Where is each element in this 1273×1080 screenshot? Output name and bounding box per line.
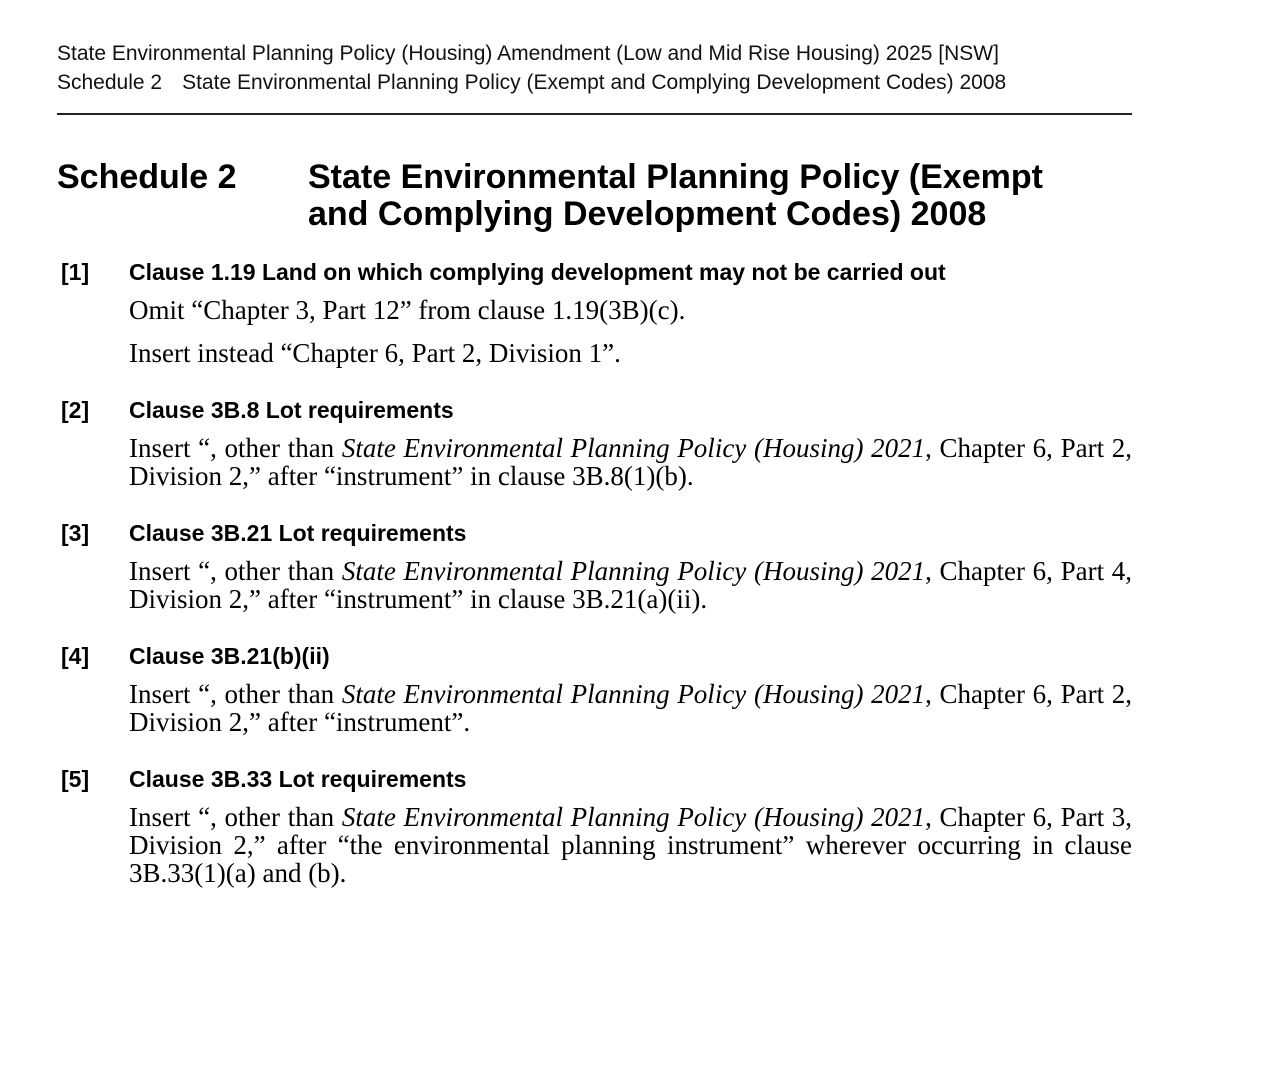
amendment-item-3 bbox=[57, 518, 1132, 613]
header-schedule-title: State Environmental Planning Policy (Exempt and Complying Development Codes) 2008 bbox=[182, 71, 1007, 94]
instruction-act-name: State Environmental Planning Policy (Housing) 2021 bbox=[341, 679, 926, 709]
amendment-item-4 bbox=[57, 641, 1132, 736]
document-page bbox=[57, 0, 1132, 915]
instruction-text: Insert “, other than bbox=[129, 802, 342, 832]
header-divider bbox=[57, 113, 1132, 115]
amendment-item-1 bbox=[57, 257, 1132, 367]
item-instruction bbox=[129, 803, 1132, 887]
amendment-item-2 bbox=[57, 395, 1132, 490]
schedule-number: Schedule 2 bbox=[57, 158, 237, 196]
item-instruction: Omit “Chapter 3, Part 12” from clause 1.19(3B)(c). bbox=[129, 295, 686, 325]
instruction-text: Insert “, other than bbox=[129, 433, 342, 463]
item-heading: Clause 3B.8 Lot requirements bbox=[129, 397, 454, 423]
instruction-act-name: State Environmental Planning Policy (Housing) 2021 bbox=[341, 433, 926, 463]
item-marker: [4] bbox=[61, 643, 90, 669]
item-heading: Clause 3B.21 Lot requirements bbox=[129, 520, 467, 546]
instruction-act-name: State Environmental Planning Policy (Housing) 2021 bbox=[341, 802, 926, 832]
instruction-text: , Chapter 6, Part 2, Division 2,” after “instrument”. bbox=[129, 679, 1133, 737]
instruction-text: Insert “, other than bbox=[129, 556, 342, 586]
running-header bbox=[57, 0, 1132, 97]
item-content bbox=[129, 641, 1132, 736]
item-content bbox=[129, 395, 1132, 490]
item-instruction bbox=[129, 680, 1132, 736]
item-heading: Clause 3B.21(b)(ii) bbox=[129, 643, 330, 669]
item-content bbox=[129, 518, 1132, 613]
header-schedule-ref: Schedule 2 bbox=[57, 71, 163, 94]
item-instruction bbox=[129, 557, 1132, 613]
item-content bbox=[129, 764, 1132, 887]
instruction-text: , Chapter 6, Part 4, Division 2,” after “instrument” in clause 3B.21(a)(ii). bbox=[129, 556, 1133, 614]
schedule-heading bbox=[57, 159, 1132, 233]
instruction-text: , Chapter 6, Part 3, Division 2,” after “the environmental planning instrument” wherever occurring in clause 3B.33(1)(a) and (b). bbox=[129, 802, 1133, 888]
item-marker: [5] bbox=[61, 766, 90, 792]
item-marker: [3] bbox=[61, 520, 90, 546]
instruction-text: Insert “, other than bbox=[129, 679, 342, 709]
item-instruction bbox=[129, 434, 1132, 490]
item-marker: [2] bbox=[61, 397, 90, 423]
item-instruction: Insert instead “Chapter 6, Part 2, Division 1”. bbox=[129, 338, 621, 368]
item-heading: Clause 1.19 Land on which complying development may not be carried out bbox=[129, 259, 946, 285]
item-heading: Clause 3B.33 Lot requirements bbox=[129, 766, 467, 792]
amendment-list bbox=[57, 257, 1132, 887]
item-content bbox=[129, 257, 1132, 367]
item-marker: [1] bbox=[61, 259, 90, 285]
instruction-text: , Chapter 6, Part 2, Division 2,” after “instrument” in clause 3B.8(1)(b). bbox=[129, 433, 1133, 491]
instruction-act-name: State Environmental Planning Policy (Housing) 2021 bbox=[341, 556, 926, 586]
header-act-title: State Environmental Planning Policy (Housing) Amendment (Low and Mid Rise Housing) 2025 [NSW] bbox=[57, 42, 999, 65]
amendment-item-5 bbox=[57, 764, 1132, 887]
header-schedule-line bbox=[57, 68, 1132, 97]
schedule-title: State Environmental Planning Policy (Exempt and Complying Development Codes) 2008 bbox=[308, 158, 1043, 233]
